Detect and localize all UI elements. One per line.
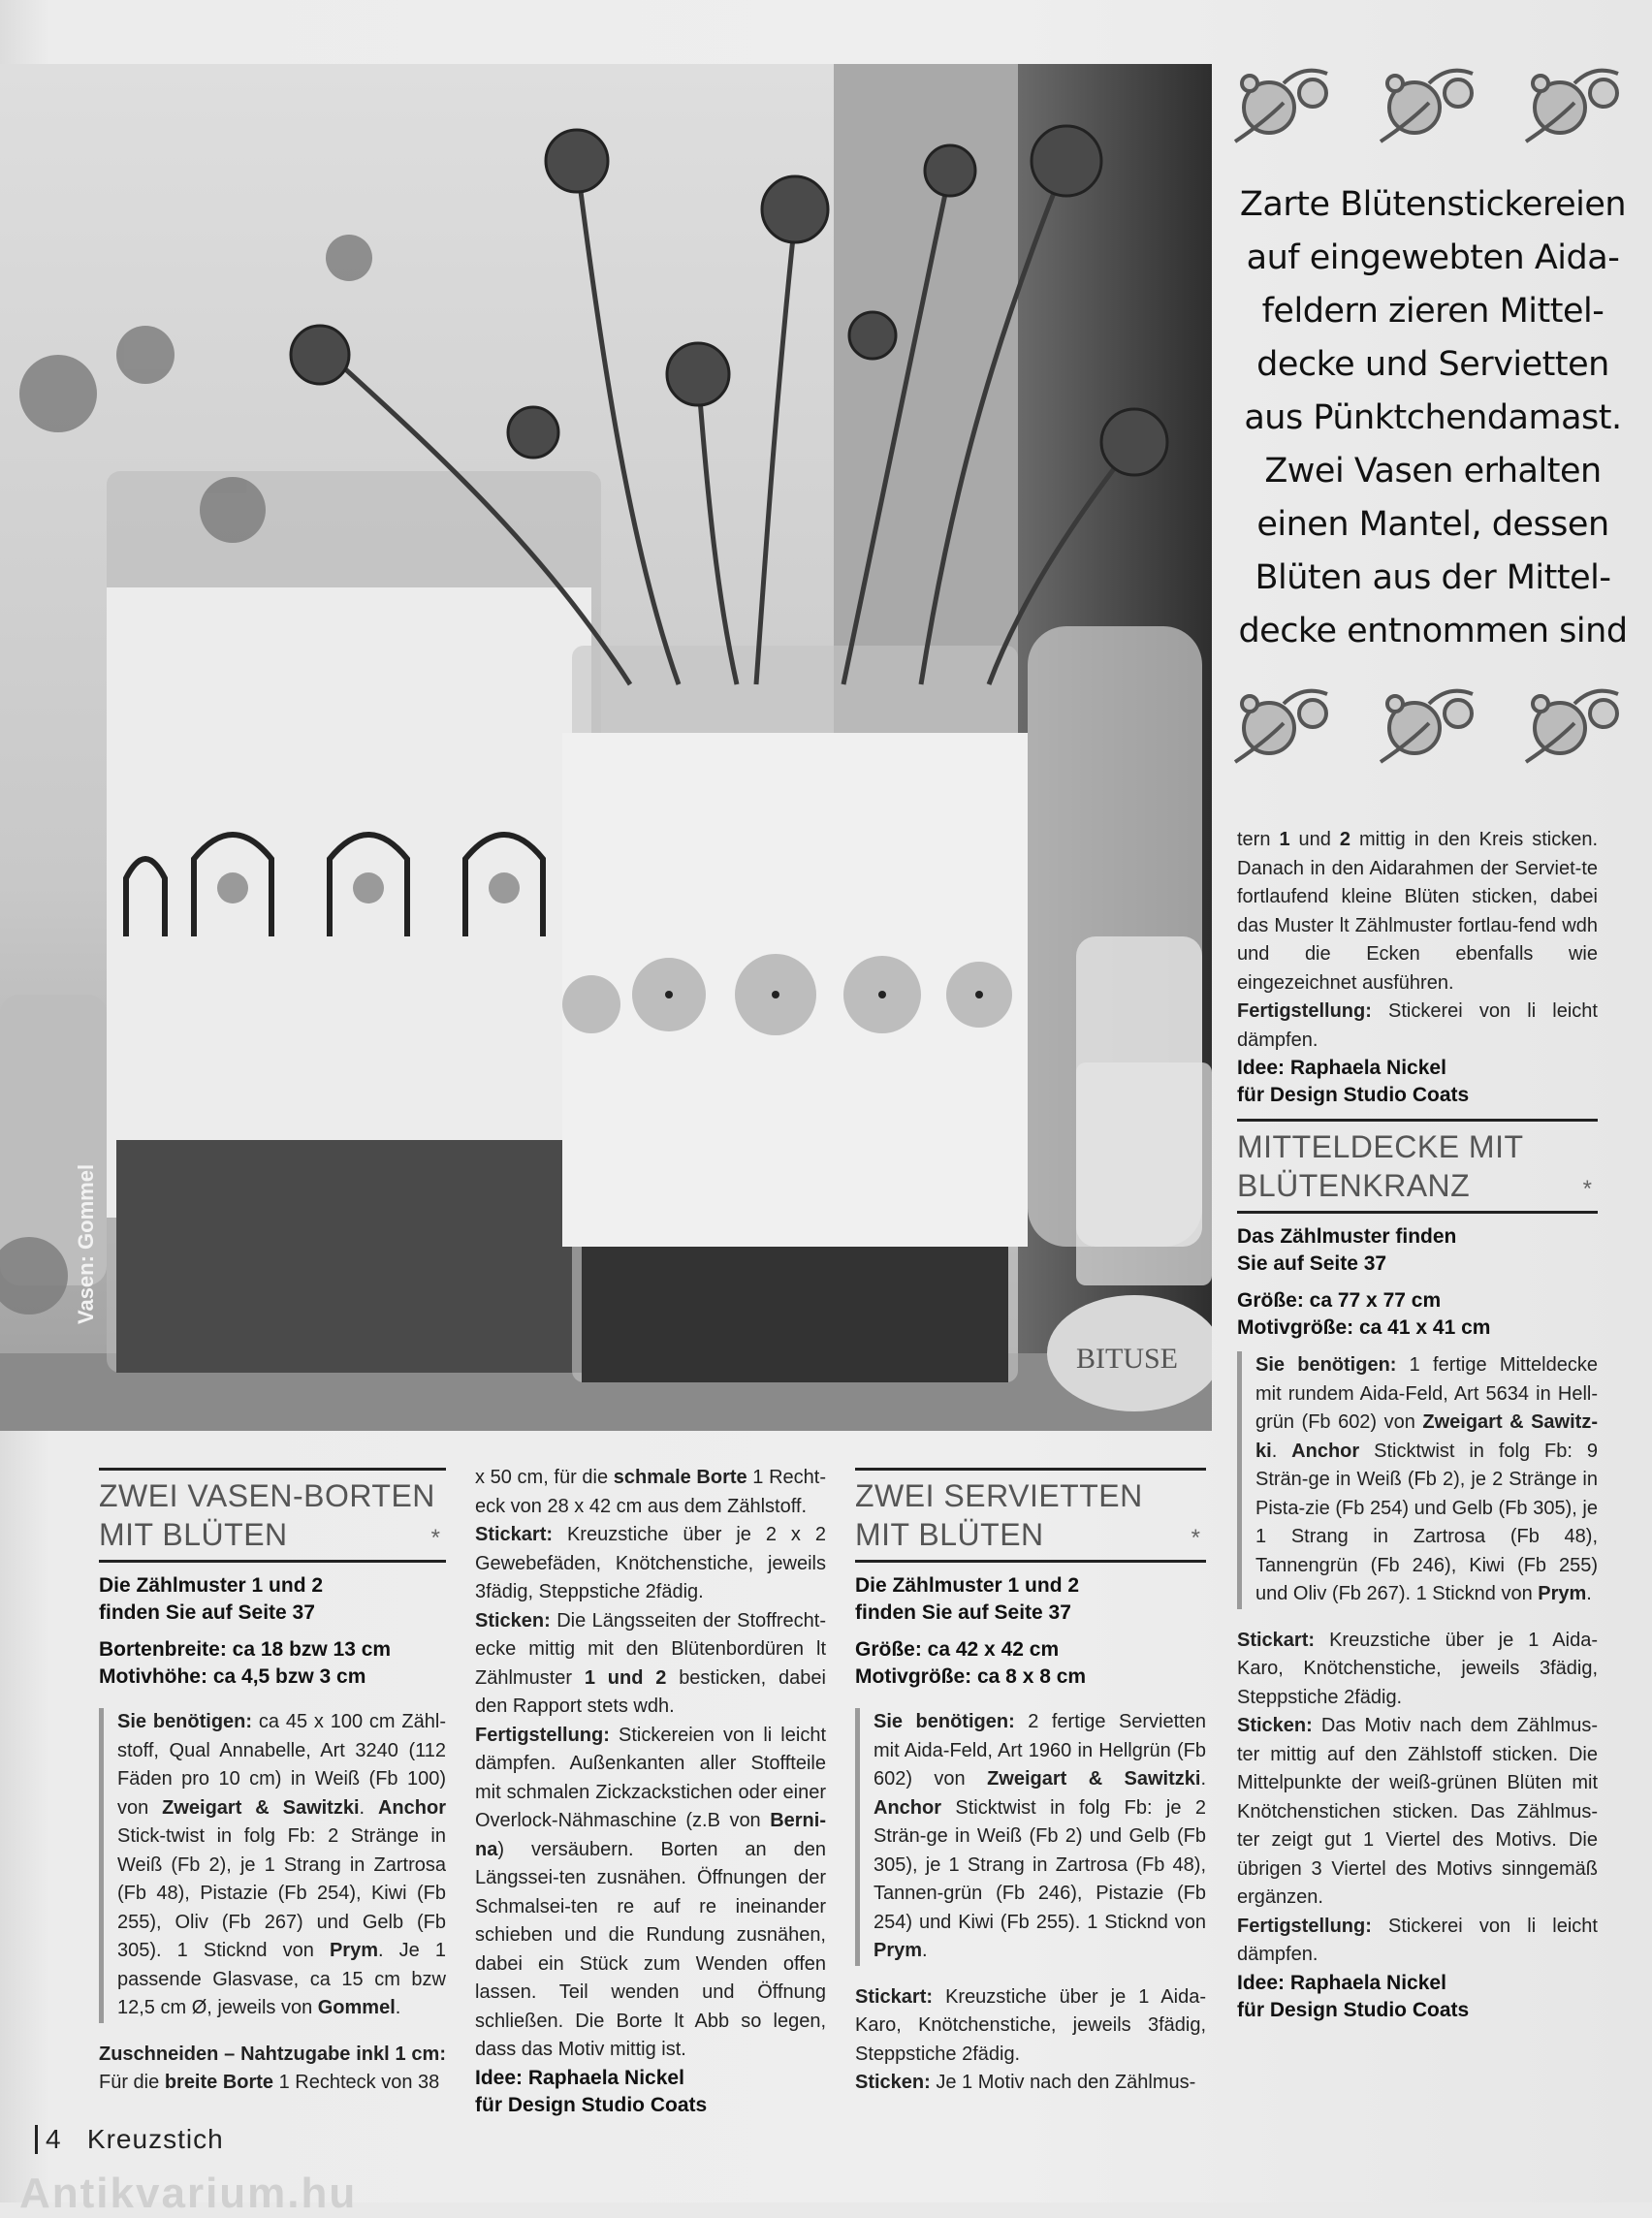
idea-credit [1237, 1055, 1598, 1109]
magazine-name: Kreuzstich [86, 2124, 224, 2154]
stitch-type-paragraph [1237, 1627, 1598, 1713]
text-run: Stickereien von li leicht dämpfen. Außenkanten aller Stoffteile mit schmalen Zickzackstichen oder einer Overlock-Nähmaschine (z.B von [475, 1724, 826, 1831]
bold-text: 2 [1339, 829, 1351, 850]
section-title: MITTELDECKE MIT [1237, 1129, 1524, 1164]
text-run: 1 fertige Mitteldecke mit rundem Aida-Feld, Art 5634 in Hell-grün (Fb 602) von [1255, 1354, 1598, 1433]
bold-text: Sie benötigen: [874, 1711, 1015, 1732]
text-run: x 50 cm, für die [475, 1467, 614, 1488]
pattern-line: Die Zählmuster 1 und 2 [99, 1574, 324, 1597]
embroider-paragraph [1237, 1712, 1598, 1913]
text-run: . [1271, 1440, 1292, 1462]
flower-ornament-icon [1371, 54, 1487, 151]
materials-paragraph [117, 1708, 446, 2023]
page-footer [35, 2125, 224, 2154]
bold-text: 1 [1279, 829, 1290, 850]
size-line: Größe: ca 42 x 42 cm [855, 1638, 1060, 1661]
text-run: Sticktwist in folg Fb: 9 Strän-ge in Weiß (Fb 2), je 2 Stränge in Pista-zie (Fb 254) und Gelb (Fb 305), je 1 Strang in Zartrosa (Fb 48), Tannengrün (Fb 246), Kiwi (Fb 255) und Oliv (Fb 267). 1 Sticknd von [1255, 1440, 1598, 1604]
bold-text: Sticken: [1237, 1715, 1313, 1736]
stitch-type-paragraph [475, 1521, 826, 1607]
bold-text: Sie benötigen: [1255, 1354, 1397, 1376]
size-line: Größe: ca 77 x 77 cm [1237, 1289, 1442, 1312]
pattern-line: Sie auf Seite 37 [1237, 1252, 1387, 1275]
section-title: MIT BLÜTEN [855, 1517, 1044, 1552]
text-run: tern [1237, 829, 1280, 850]
text-run: Die Längsseiten der Stoffrecht-ecke mittig mit den Blütenbordüren lt Zählmuster [475, 1609, 826, 1689]
pattern-line: finden Sie auf Seite 37 [99, 1601, 315, 1624]
bold-text: Berni-na [475, 1810, 826, 1860]
flower-ornament-icon [1371, 675, 1487, 772]
intro-line: einen Mantel, dessen [1256, 505, 1609, 544]
label-stamp-text: BITUSE [1076, 1343, 1178, 1375]
materials-block [855, 1708, 1206, 1966]
text-run: mittig in den Kreis sticken. Danach in den Aidarahmen der Serviet-te fortlaufend kleine Blüten sticken, dabei das Muster lt Zählmuster fortlau-fend wdh und die Ecken ebenfalls wie eingezeichnet ausführen. [1237, 829, 1599, 994]
size-info [99, 1636, 446, 1691]
text-run: ) versäubern. Borten an den Längssei-ten zusnähen. Öffnungen der Schmalsei-ten re auf re ineinander schieben und die Rundung zusnähen, dabei ein Stück zum Wenden offen lassen. Teil wenden und Öffnung schließen. Die Borte lt Abb so legen, dass das Motiv mittig ist. [475, 1838, 826, 2060]
intro-panel [1214, 54, 1652, 830]
materials-block [99, 1708, 446, 2023]
section-header-servietten [855, 1468, 1206, 1563]
embroider-paragraph [475, 1607, 826, 1722]
star-marker: * [430, 1524, 440, 1551]
pattern-reference [99, 1572, 446, 1627]
text-run: 2 fertige Servietten mit Aida-Feld, Art 1960 in Hellgrün (Fb 602) von [874, 1711, 1206, 1790]
materials-paragraph [1255, 1351, 1598, 1609]
column-servietten [855, 1468, 1206, 2098]
embroider-paragraph [855, 2069, 1206, 2098]
bold-text: Prym [329, 1940, 378, 1961]
bold-text: Fertigstellung: [1237, 1000, 1372, 1022]
size-info [1237, 1287, 1598, 1342]
page-number: 4 [46, 2124, 62, 2154]
right-column [1237, 826, 1598, 2024]
text-run: . [1200, 1768, 1206, 1790]
width-line: Bortenbreite: ca 18 bzw 13 cm [99, 1638, 392, 1661]
bold-text: Fertigstellung: [475, 1724, 610, 1746]
star-marker: * [1191, 1524, 1200, 1551]
bold-text: Gommel [317, 1997, 396, 2018]
star-marker: * [1582, 1175, 1592, 1202]
flower-ornament-icon [1516, 54, 1633, 151]
size-info [855, 1636, 1206, 1691]
intro-line: decke und Servietten [1256, 345, 1609, 384]
text-run: Sticktwist in folg Fb: je 2 Strän-ge in Weiß (Fb 2) und Gelb (Fb 305), je 1 Strang in Zartrosa (Fb 48), Tannen-grün (Fb 246), Pistazie (Fb 254) und Kiwi (Fb 255). 1 Sticknd von [874, 1796, 1206, 1933]
text-run: . [922, 1940, 928, 1961]
section-title: MIT BLÜTEN [99, 1517, 288, 1552]
section-title: ZWEI VASEN-BORTEN [99, 1478, 435, 1513]
cutting-continued [475, 1464, 826, 1521]
watermark: Antikvarium.hu [19, 2170, 358, 2217]
ornament-row-bottom [1225, 675, 1633, 781]
bold-text: Sticken: [475, 1609, 551, 1632]
bold-text: Stickart: [1237, 1629, 1316, 1651]
bold-text: Anchor [874, 1796, 941, 1819]
text-run: Für die [99, 2072, 165, 2093]
bold-text: Zweigart & Sawitzki [162, 1796, 360, 1819]
finishing-paragraph [475, 1722, 826, 2065]
pattern-reference [1237, 1223, 1598, 1278]
text-run: Das Motiv nach dem Zählmus-ter mittig auf den Zählstoff sticken. Die Mittelpunkte der weiß-grünen Blüten mit Knötchenstichen sticken. Das Zählmus-ter zeigt gut 1 Viertel des Motivs. Die übrigen 3 Viertel des Motivs sinngemäß ergänzen. [1237, 1715, 1598, 1908]
bold-text: schmale Borte [613, 1467, 747, 1488]
idea-line: Idee: Raphaela Nickel [1237, 1971, 1446, 1994]
flower-ornament-icon [1225, 675, 1342, 772]
idea-line: für Design Studio Coats [475, 2093, 708, 2116]
text-run: Kreuzstiche über je 1 Aida-Karo, Knötchenstiche, jeweils 3fädig, Steppstiche 2fädig. [1237, 1629, 1598, 1708]
bold-text: Prym [1538, 1583, 1587, 1604]
flower-ornament-icon [1516, 675, 1633, 772]
idea-credit [475, 2065, 826, 2119]
pattern-line: Die Zählmuster 1 und 2 [855, 1574, 1080, 1597]
flower-ornament-icon [1225, 54, 1342, 151]
section-title: BLÜTENKRANZ [1237, 1168, 1471, 1203]
section-title: ZWEI SERVIETTEN [855, 1478, 1143, 1513]
intro-line: Zwei Vasen erhalten [1264, 452, 1602, 491]
text-run: Kreuzstiche über je 2 x 2 Gewebefäden, Knötchenstiche, jeweils 3fädig, Steppstiche 2fädig. [475, 1524, 826, 1602]
column-middle [475, 1464, 826, 2119]
vases-illustration [0, 64, 1212, 1431]
bold-text: Sie benötigen: [117, 1711, 253, 1732]
intro-line: Zarte Blütenstickereien [1239, 185, 1627, 224]
column-vasen [99, 1468, 446, 2098]
text-run: . [1586, 1583, 1592, 1604]
bold-text: 1 und 2 [584, 1666, 667, 1689]
finishing-paragraph [1237, 1913, 1598, 1970]
finishing-paragraph [1237, 998, 1598, 1055]
bold-text: Stickart: [855, 1985, 934, 2008]
motif-line: Motivgröße: ca 8 x 8 cm [855, 1665, 1087, 1688]
text-run: . [395, 1997, 401, 2018]
bold-text: Sticken: [855, 2072, 931, 2093]
intro-line: Blüten aus der Mittel- [1255, 558, 1611, 597]
bold-text: Zweigart & Sawitzki [987, 1768, 1201, 1790]
stitch-type-paragraph [855, 1983, 1206, 2070]
pattern-line: Das Zählmuster finden [1237, 1225, 1457, 1248]
idea-line: Idee: Raphaela Nickel [475, 2066, 684, 2089]
height-line: Motivhöhe: ca 4,5 bzw 3 cm [99, 1665, 366, 1688]
text-run: Kreuzstiche über je 1 Aida-Karo, Knötchenstiche, jeweils 3fädig, Steppstiche 2fädig. [855, 1985, 1206, 2065]
idea-credit [1237, 1970, 1598, 2024]
text-run: Stickerei von li leicht dämpfen. [1237, 1915, 1598, 1965]
vases-photo [0, 64, 1212, 1431]
idea-line: Idee: Raphaela Nickel [1237, 1057, 1446, 1079]
materials-block [1237, 1351, 1598, 1609]
section-header-mitteldecke [1237, 1119, 1598, 1214]
intro-line: feldern zieren Mittel- [1261, 292, 1604, 331]
materials-paragraph [874, 1708, 1206, 1966]
intro-line: aus Pünktchendamast. [1244, 398, 1622, 437]
text-run: 1 Rechteck von 38 [273, 2072, 440, 2093]
text-run: 1 Recht-eck von 28 x 42 cm aus dem Zählstoff. [475, 1467, 826, 1517]
text-run: und [1289, 829, 1340, 850]
bold-text: Stickart: [475, 1524, 554, 1545]
intro-line: decke entnommen sind [1238, 612, 1628, 650]
pattern-line: finden Sie auf Seite 37 [855, 1601, 1071, 1624]
text-run: Je 1 Motiv nach den Zählmus- [930, 2072, 1196, 2093]
ornament-row-top [1225, 54, 1633, 161]
text-run: ca 45 x 100 cm Zähl-stoff, Qual Annabelle, Art 3240 (112 Fäden pro 10 cm) in Weiß (Fb 100) von [117, 1711, 446, 1819]
intro-text [1231, 178, 1635, 658]
photo-credit: Vasen: Gommel [74, 1163, 98, 1324]
idea-line: für Design Studio Coats [1237, 1998, 1470, 2021]
intro-line: auf eingewebten Aida- [1246, 238, 1620, 277]
idea-line: für Design Studio Coats [1237, 1084, 1470, 1106]
text-run: Stickerei von li leicht dämpfen. [1237, 1000, 1598, 1051]
bold-text: Zuschneiden – Nahtzugabe inkl 1 cm: [99, 2043, 446, 2065]
section-header-vasen [99, 1468, 446, 1563]
text-run: besticken, dabei den Rapport stets wdh. [475, 1666, 826, 1717]
bold-text: Anchor [377, 1796, 446, 1819]
text-run: . [359, 1796, 378, 1819]
continued-paragraph [1237, 826, 1598, 998]
bold-text: Prym [874, 1940, 923, 1961]
motif-line: Motivgröße: ca 41 x 41 cm [1237, 1316, 1491, 1339]
cutting-paragraph [99, 2041, 446, 2098]
text-run: . Je 1 passende Glasvase, ca 15 cm bzw 12,5 cm Ø, jeweils von [117, 1940, 446, 2018]
text-run: Stick-twist in folg Fb: 2 Stränge in Weiß (Fb 2), je 1 Strang in Zartrosa (Fb 48), Pistazie (Fb 254), Kiwi (Fb 255), Oliv (Fb 267) und Gelb (Fb 305). 1 Sticknd von [117, 1825, 446, 1961]
pattern-reference [855, 1572, 1206, 1627]
bold-text: Anchor [1291, 1440, 1360, 1462]
bold-text: Fertigstellung: [1237, 1915, 1372, 1937]
bold-text: Zweigart & Sawitz-ki [1255, 1411, 1598, 1462]
bold-text: breite Borte [164, 2072, 274, 2093]
